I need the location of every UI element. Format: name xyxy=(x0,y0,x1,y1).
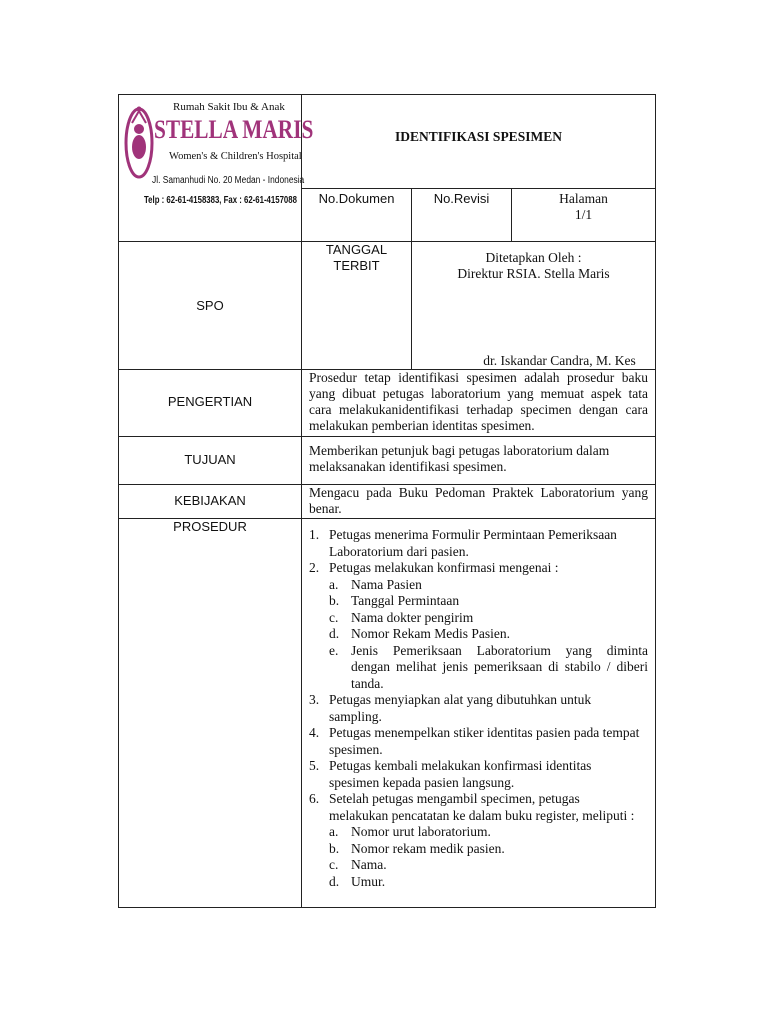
tujuan-line: Memberikan petunjuk bagi petugas laboratorium dalam xyxy=(309,443,610,458)
step-number: 4. xyxy=(309,725,320,740)
step-text: spesimen kepada pasien langsung. xyxy=(329,774,515,790)
ditetapkan-cell xyxy=(411,241,656,370)
signatory-name: dr. Iskandar Candra, M. Kes xyxy=(483,353,636,368)
step-text: Petugas melakukan konfirmasi mengenai : xyxy=(329,560,559,575)
prosedur-step xyxy=(302,692,648,725)
substep-text: tanda. xyxy=(351,675,384,691)
halaman-label: Halaman xyxy=(559,191,608,206)
substep-text: Nomor rekam medik pasien. xyxy=(351,840,505,856)
ditetapkan-oleh: Ditetapkan Oleh : xyxy=(485,250,582,265)
pengertian-line: melakukan pemberian identitas spesimen. xyxy=(309,418,535,433)
kebijakan-label-cell xyxy=(118,484,302,519)
substep-text: Nomor urut laboratorium. xyxy=(351,824,491,839)
substep-text: Jenis Pemeriksaan Laboratorium yang diminta xyxy=(351,642,648,658)
prosedur-label-cell xyxy=(118,518,302,908)
logo-name: STELLA MARIS xyxy=(154,115,314,144)
prosedur-step xyxy=(302,758,648,791)
prosedur-step xyxy=(302,791,648,824)
page-title: IDENTIFIKASI SPESIMEN xyxy=(395,129,562,144)
no-revisi-label: No.Revisi xyxy=(433,191,490,206)
pengertian-line: cara melakukanidentifikasi terhadap specimen dengan cara xyxy=(309,402,648,417)
no-revisi-cell xyxy=(411,188,512,242)
tujuan-label: TUJUAN xyxy=(184,452,236,467)
substep-letter: a. xyxy=(329,824,339,839)
step-text: spesimen. xyxy=(329,741,383,757)
pengertian-label: PENGERTIAN xyxy=(167,394,253,409)
step-text: melakukan pencatatan ke dalam buku register, meliputi : xyxy=(329,807,635,823)
tujuan-text-cell xyxy=(301,436,656,485)
kebijakan-text-cell xyxy=(301,484,656,519)
prosedur-substep xyxy=(302,841,648,858)
substep-letter: c. xyxy=(329,857,339,872)
pengertian-line: yang dibuat petugas laboratorium yang memuat aspek tata xyxy=(309,386,648,401)
step-text: Petugas kembali melakukan konfirmasi identitas xyxy=(329,758,592,773)
substep-letter: a. xyxy=(329,576,339,592)
stella-maris-logo-icon xyxy=(123,103,157,183)
substep-letter: c. xyxy=(329,609,339,625)
prosedur-steps xyxy=(302,527,648,890)
prosedur-text-cell xyxy=(301,518,656,908)
halaman-cell xyxy=(511,188,656,242)
ditetapkan-jabatan: Direktur RSIA. Stella Maris xyxy=(457,266,610,281)
substep-letter: d. xyxy=(329,626,340,641)
pengertian-label-cell xyxy=(118,369,302,437)
prosedur-step xyxy=(302,725,648,758)
substep-text: Nama dokter pengirim xyxy=(351,609,474,625)
step-number: 3. xyxy=(309,692,320,707)
logo-line3: Women's & Children's Hospital xyxy=(169,151,302,162)
prosedur-substep xyxy=(302,610,648,627)
substep-text: dengan melihat jenis pemeriksaan di stabilo / diberi xyxy=(351,659,648,674)
substep-text: Nama Pasien xyxy=(351,576,422,592)
pengertian-line: Prosedur tetap identifikasi spesimen adalah prosedur baku xyxy=(309,370,648,385)
logo-cell xyxy=(118,94,314,242)
step-number: 2. xyxy=(309,560,320,575)
spo-cell xyxy=(118,241,302,370)
prosedur-substep xyxy=(302,824,648,841)
title-cell xyxy=(301,94,656,189)
prosedur-substep xyxy=(302,626,648,643)
step-text: sampling. xyxy=(329,708,382,724)
prosedur-substep xyxy=(302,874,648,891)
step-text: Petugas menerima Formulir Permintaan Pemeriksaan xyxy=(329,527,617,542)
prosedur-substep xyxy=(302,643,648,693)
step-text: Setelah petugas mengambil specimen, petugas xyxy=(329,791,580,806)
spo-label: SPO xyxy=(196,298,224,313)
tujuan-label-cell xyxy=(118,436,302,485)
prosedur-substep xyxy=(302,577,648,594)
kebijakan-line: benar. xyxy=(309,501,342,516)
no-dokumen-label: No.Dokumen xyxy=(318,191,395,206)
pengertian-text-cell xyxy=(301,369,656,437)
prosedur-substep xyxy=(302,593,648,610)
halaman-value: 1/1 xyxy=(574,207,593,222)
tanggal-terbit-cell xyxy=(301,241,412,370)
logo-phone: Telp : 62-61-4158383, Fax : 62-61-4157088 xyxy=(144,195,297,206)
substep-letter: d. xyxy=(329,873,340,889)
substep-letter: e. xyxy=(329,642,339,658)
substep-letter: b. xyxy=(329,593,340,608)
terbit-label: TERBIT xyxy=(333,258,380,273)
step-text: Petugas menempelkan stiker identitas pasien pada tempat xyxy=(329,725,640,740)
tujuan-line: melaksanakan identifikasi spesimen. xyxy=(309,459,507,474)
step-text: Laboratorium dari pasien. xyxy=(329,543,469,559)
substep-text: Nama. xyxy=(351,857,387,872)
logo-line1: Rumah Sakit Ibu & Anak xyxy=(173,101,285,113)
step-text: Petugas menyiapkan alat yang dibutuhkan untuk xyxy=(329,692,592,707)
substep-text: Tanggal Permintaan xyxy=(351,593,460,608)
substep-text: Nomor Rekam Medis Pasien. xyxy=(351,626,510,641)
step-number: 1. xyxy=(309,527,320,542)
tanggal-label: TANGGAL xyxy=(325,242,388,257)
kebijakan-label: KEBIJAKAN xyxy=(174,493,246,508)
substep-letter: b. xyxy=(329,840,340,856)
logo-address: Jl. Samanhudi No. 20 Medan - Indonesia xyxy=(152,175,305,186)
prosedur-step xyxy=(302,527,648,560)
step-number: 6. xyxy=(309,791,320,806)
substep-text: Umur. xyxy=(351,873,386,889)
kebijakan-line: Mengacu pada Buku Pedoman Praktek Laboratorium yang xyxy=(309,485,648,500)
no-dokumen-cell xyxy=(301,188,412,242)
prosedur-label: PROSEDUR xyxy=(173,519,247,534)
step-number: 5. xyxy=(309,758,320,773)
prosedur-step xyxy=(302,560,648,577)
prosedur-substep xyxy=(302,857,648,874)
